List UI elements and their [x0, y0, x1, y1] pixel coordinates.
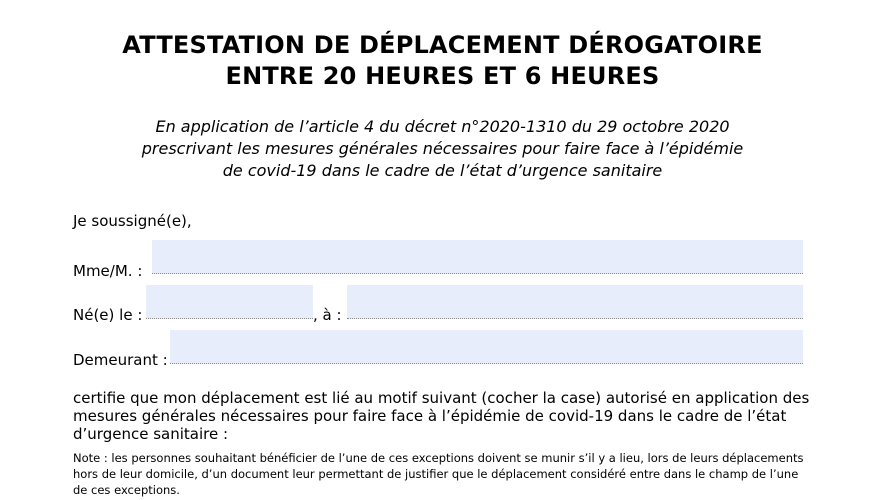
- note-text: Note : les personnes souhaitant bénéficier de l’une de ces exceptions doivent se munir s’il y a lieu, lors de leurs déplacements hors de leur domicile, d’un document leur permettant de justifier que le déplacement considéré entre dans le champ de l’une de ces exceptions.: [73, 451, 804, 497]
- subtitle-line-1: En application de l’article 4 du décret n°2020-1310 du 29 octobre 2020: [155, 117, 730, 136]
- certification-text: certifie que mon déplacement est lié au motif suivant (cocher la case) autorisé en application des mesures générales nécessaires pour faire face à l’épidémie de covid-19 dans le cadre de l’état d’urgence sanitaire :: [73, 389, 810, 443]
- document-title: [0, 30, 885, 92]
- address-label: Demeurant :: [73, 351, 168, 369]
- intro-text: Je soussigné(e),: [73, 212, 192, 230]
- title-line-1: ATTESTATION DE DÉPLACEMENT DÉROGATOIRE: [122, 31, 763, 59]
- address-field[interactable]: [170, 330, 803, 364]
- name-label: Mme/M. :: [73, 262, 143, 280]
- title-line-2: ENTRE 20 HEURES ET 6 HEURES: [225, 62, 660, 90]
- birth-date-field[interactable]: [146, 285, 313, 319]
- subtitle-line-3: de covid-19 dans le cadre de l’état d’urgence sanitaire: [222, 161, 663, 180]
- decree-reference: [40, 116, 845, 182]
- name-field[interactable]: [152, 240, 803, 274]
- birth-place-field[interactable]: [347, 285, 803, 319]
- subtitle-line-2: prescrivant les mesures générales nécessaires pour faire face à l’épidémie: [141, 139, 744, 158]
- birth-date-label: Né(e) le :: [73, 306, 143, 324]
- birth-place-label: , à :: [313, 306, 342, 324]
